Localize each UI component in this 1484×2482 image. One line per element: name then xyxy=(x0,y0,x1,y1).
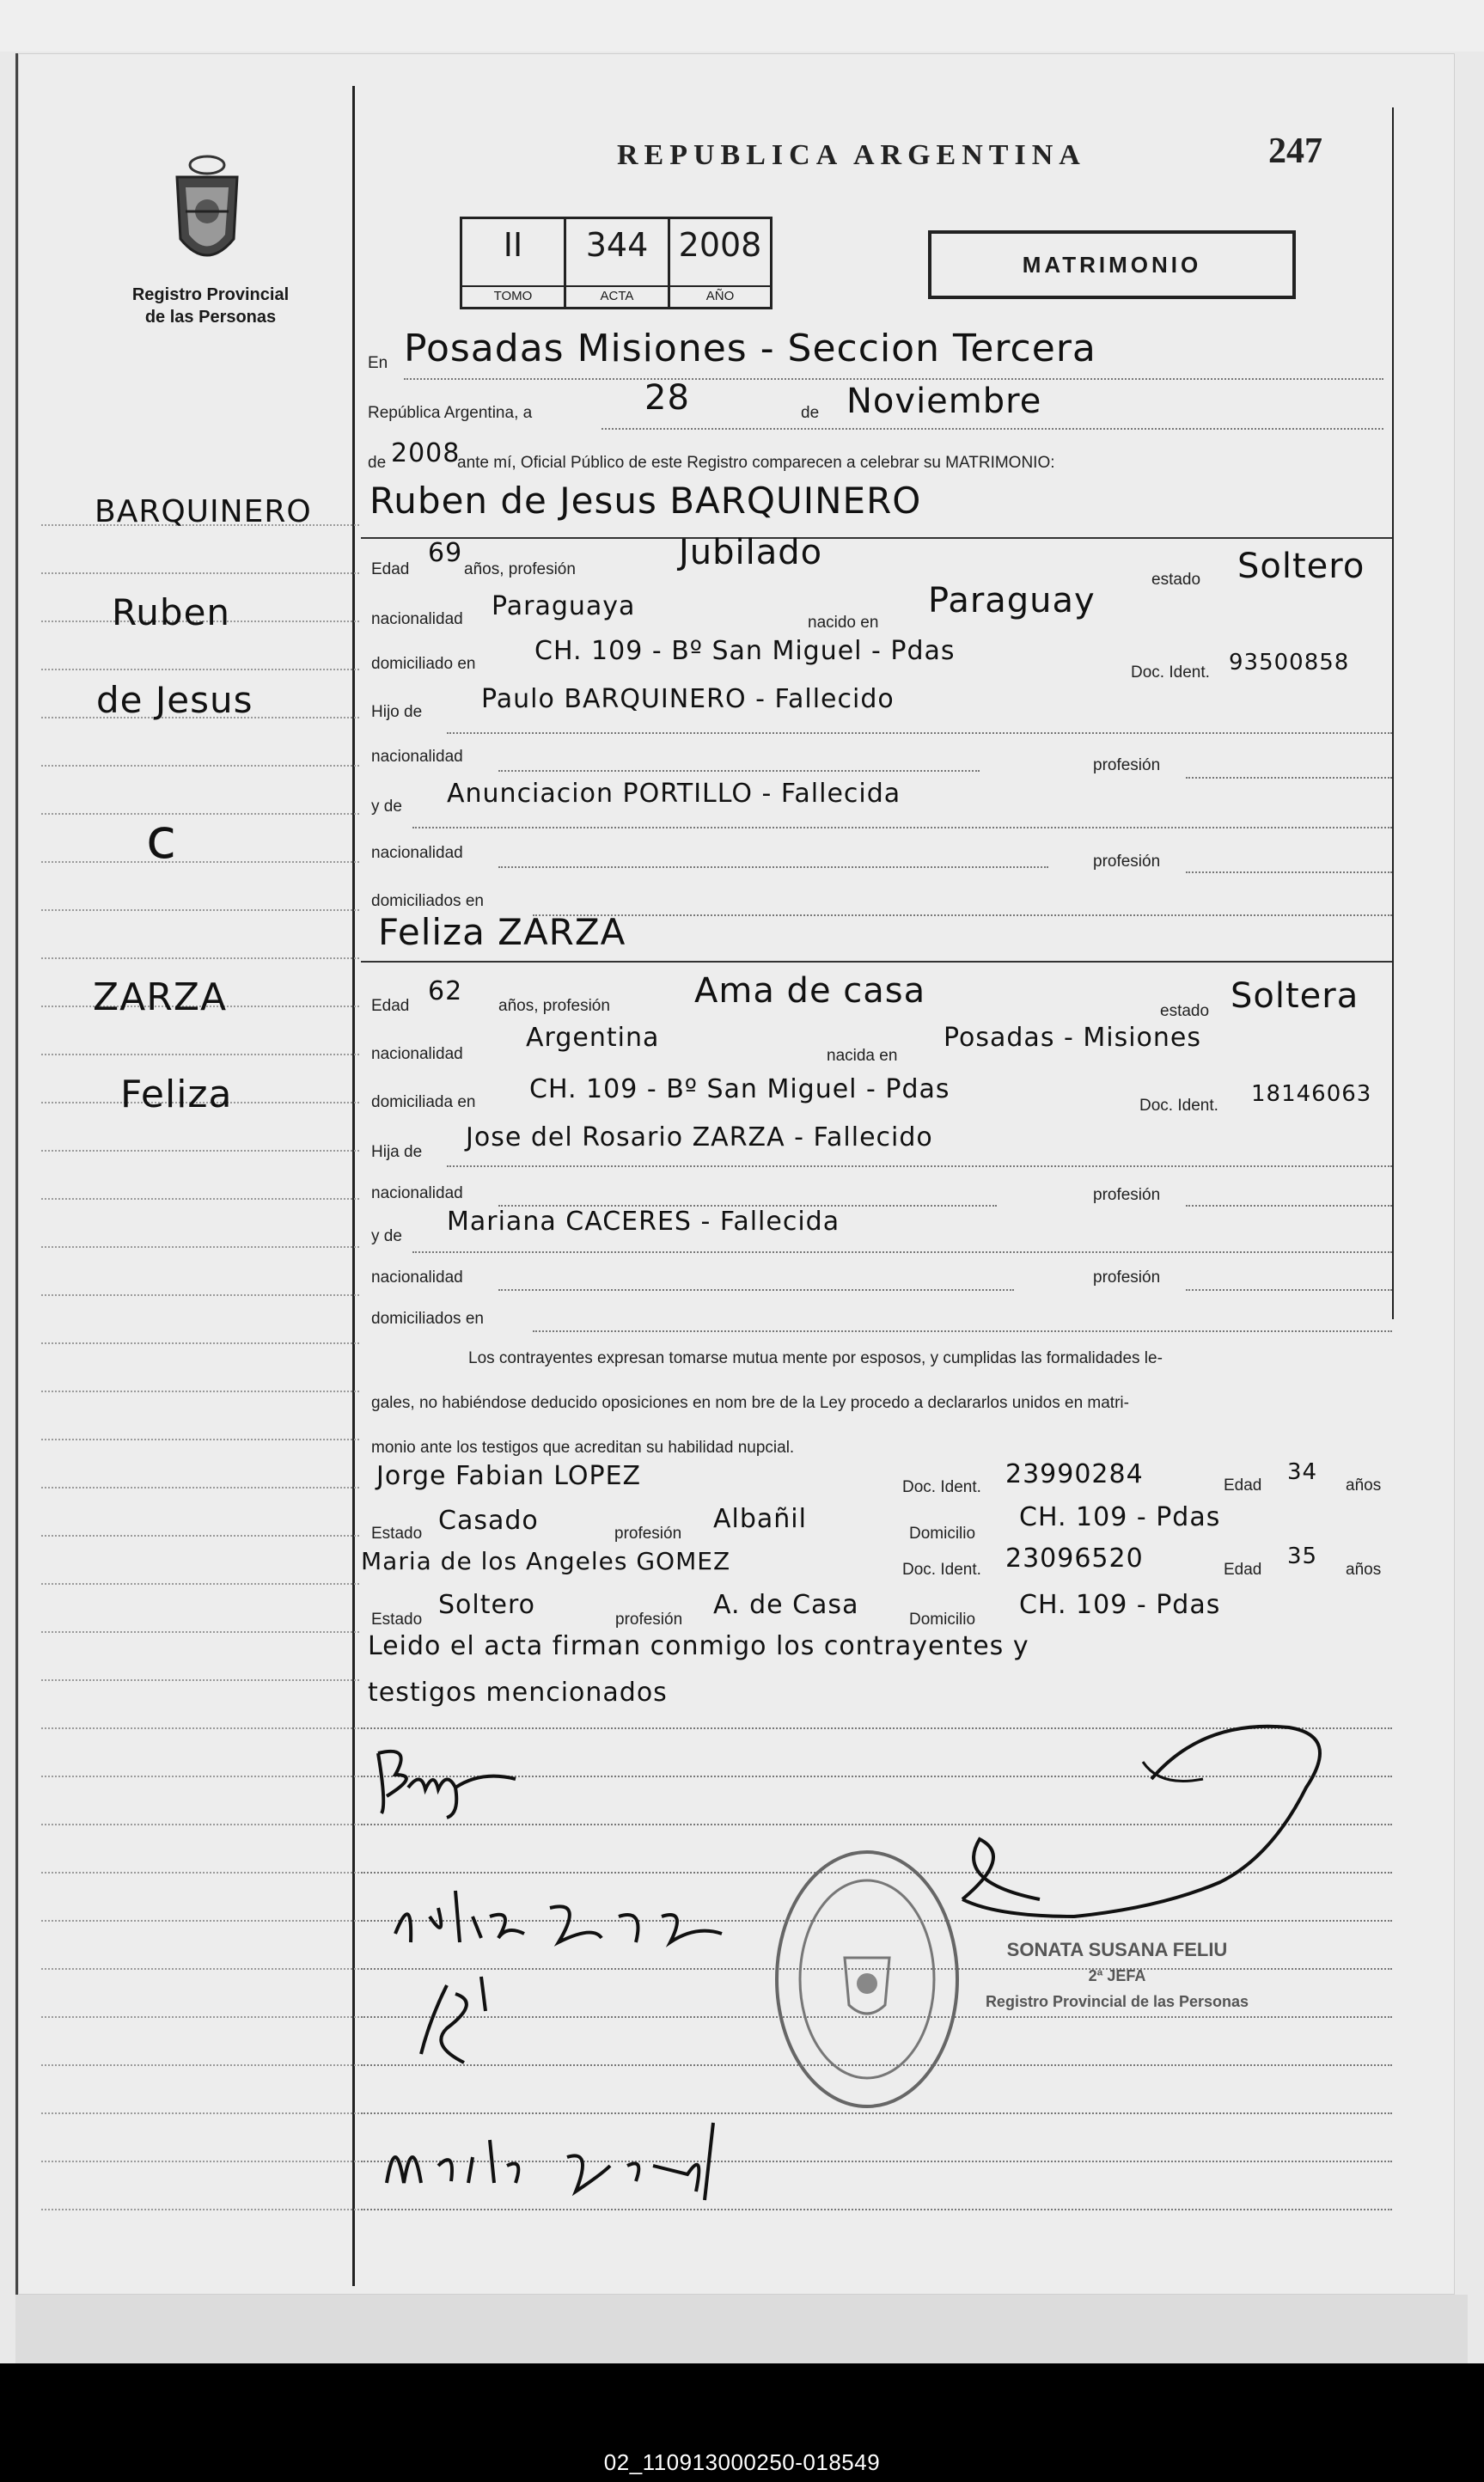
groom-domicilio: CH. 109 - Bº San Miguel - Pdas xyxy=(534,636,956,666)
groom-full-name: Ruben de Jesus BARQUINERO xyxy=(369,480,922,522)
groom-edad-label: Edad xyxy=(371,560,410,578)
bride-yde-label: y de xyxy=(371,1227,402,1245)
republica-label: República Argentina, a xyxy=(368,404,533,422)
bride-separator xyxy=(361,961,1392,963)
official-stamp-text xyxy=(971,1937,1263,2014)
margin-bride-surname: ZARZA xyxy=(93,975,228,1019)
statement: ante mí, Oficial Público de este Registro comparecen a celebrar su MATRIMONIO: xyxy=(457,454,1055,472)
witness2-doc-label: Doc. Ident. xyxy=(902,1561,981,1579)
en-label: En xyxy=(368,354,388,372)
margin-groom-name-1: Ruben xyxy=(112,591,231,633)
margin-ruled-lines xyxy=(41,524,359,2257)
margin-groom-surname: BARQUINERO xyxy=(95,494,312,529)
bride-padre-line xyxy=(447,1165,1392,1167)
bride-profesion: Ama de casa xyxy=(694,971,926,1011)
groom-doc-label: Doc. Ident. xyxy=(1131,663,1210,682)
witness2-estado: Soltero xyxy=(438,1590,535,1620)
groom-domiciliados-label: domiciliados en xyxy=(371,892,484,910)
witness1-name: Jorge Fabian LOPEZ xyxy=(376,1461,642,1491)
bride-profesion-label: años, profesión xyxy=(498,997,610,1015)
bride-nac2-line xyxy=(498,1289,1014,1291)
witness2-signature xyxy=(378,2114,739,2209)
acta-value: 344 xyxy=(585,226,649,264)
groom-yde-label: y de xyxy=(371,798,402,816)
witness2-name: Maria de los Angeles GOMEZ xyxy=(361,1547,731,1575)
groom-separator xyxy=(361,537,1392,539)
bride-prof1-label: profesión xyxy=(1093,1186,1161,1204)
groom-doc: 93500858 xyxy=(1229,650,1350,676)
margin-groom-name-2: de Jesus xyxy=(96,679,253,721)
bride-hija-label: Hija de xyxy=(371,1143,423,1161)
place-value: Posadas Misiones - Seccion Tercera xyxy=(404,327,1096,370)
bride-domicilio: CH. 109 - Bº San Miguel - Pdas xyxy=(529,1074,950,1104)
witness2-anos-label: años xyxy=(1346,1561,1382,1579)
groom-prof2-line xyxy=(1186,871,1392,873)
page-bottom-edge xyxy=(15,2295,1468,2363)
official-signature xyxy=(945,1684,1340,1968)
groom-prof2-label: profesión xyxy=(1093,853,1161,871)
bride-nac2-label: nacionalidad xyxy=(371,1269,463,1287)
form-right-border xyxy=(1392,107,1394,1319)
bride-full-name: Feliza ZARZA xyxy=(378,911,626,953)
groom-nacido: Paraguay xyxy=(928,581,1096,620)
ano-cell xyxy=(668,217,773,309)
groom-signature xyxy=(361,1736,550,1822)
top-strip xyxy=(0,0,1484,52)
official-name: SONATA SUSANA FELIU xyxy=(1006,1939,1228,1960)
closing-line-1: Leido el acta firman conmigo los contrayentes y xyxy=(368,1631,1029,1661)
official-office: Registro Provincial de las Personas xyxy=(985,1993,1249,2010)
groom-prof1-label: profesión xyxy=(1093,756,1161,774)
groom-nacido-label: nacido en xyxy=(808,614,879,632)
image-caption: 02_110913000250-018549 xyxy=(603,2449,881,2475)
groom-profesion-label: años, profesión xyxy=(464,560,576,578)
bride-madre: Mariana CACERES - Fallecida xyxy=(447,1207,840,1237)
witness2-edad-label: Edad xyxy=(1224,1561,1262,1579)
form-type-box: MATRIMONIO xyxy=(928,230,1296,299)
bride-prof1-line xyxy=(1186,1205,1392,1207)
witness1-doc: 23990284 xyxy=(1005,1459,1144,1489)
month-value: Noviembre xyxy=(846,382,1042,421)
registry-name: Registro Provincial de las Personas xyxy=(131,285,290,327)
tomo-cell xyxy=(460,217,566,309)
year-prefix: de xyxy=(368,454,387,472)
groom-madre-line xyxy=(412,827,1392,828)
groom-edad: 69 xyxy=(428,538,463,568)
bride-madre-line xyxy=(412,1251,1392,1253)
ano-label: AÑO xyxy=(670,285,770,303)
witness2-doc: 23096520 xyxy=(1005,1544,1144,1574)
bride-estado-label: estado xyxy=(1160,1002,1210,1020)
groom-estado-label: estado xyxy=(1151,571,1201,589)
ano-value: 2008 xyxy=(678,226,762,264)
page-number: 247 xyxy=(1268,131,1322,171)
province-seal-icon xyxy=(170,153,244,273)
groom-hijo-label: Hijo de xyxy=(371,703,423,721)
witness2-profesion: A. de Casa xyxy=(713,1590,859,1620)
bride-nacionalidad: Argentina xyxy=(526,1023,660,1053)
groom-madre: Anunciacion PORTILLO - Fallecida xyxy=(447,779,901,809)
witness1-domicilio-label: Domicilio xyxy=(909,1525,976,1543)
groom-prof1-line xyxy=(1186,777,1392,779)
groom-padre: Paulo BARQUINERO - Fallecido xyxy=(481,684,895,714)
groom-estado: Soltero xyxy=(1237,547,1365,586)
witness1-edad: 34 xyxy=(1287,1459,1318,1485)
bride-padre: Jose del Rosario ZARZA - Fallecido xyxy=(466,1122,933,1152)
groom-nac1-label: nacionalidad xyxy=(371,748,463,766)
witness1-estado-label: Estado xyxy=(371,1525,423,1543)
ruled-line xyxy=(361,2209,1392,2210)
year-value: 2008 xyxy=(391,438,461,468)
bride-edad-label: Edad xyxy=(371,997,410,1015)
witness1-edad-label: Edad xyxy=(1224,1476,1262,1495)
witness1-domicilio: CH. 109 - Pdas xyxy=(1019,1502,1221,1532)
bride-nacida: Posadas - Misiones xyxy=(944,1023,1201,1053)
witness2-edad: 35 xyxy=(1287,1544,1318,1569)
bride-nacida-label: nacida en xyxy=(827,1047,898,1065)
declaration-line-3: monio ante los testigos que acreditan su habilidad nupcial. xyxy=(371,1439,795,1457)
bride-prof2-label: profesión xyxy=(1093,1269,1161,1287)
groom-nac2-label: nacionalidad xyxy=(371,844,463,862)
acta-cell xyxy=(564,217,670,309)
bride-signature xyxy=(378,1874,773,1968)
acta-label: ACTA xyxy=(566,285,668,303)
bride-doc-label: Doc. Ident. xyxy=(1139,1097,1218,1115)
witness2-profesion-label: profesión xyxy=(615,1611,683,1629)
witness1-signature xyxy=(395,1968,533,2071)
tomo-value: II xyxy=(503,226,523,264)
tomo-label: TOMO xyxy=(462,285,564,303)
declaration-line-2: gales, no habiéndose deducido oposiciones en nom bre de la Ley procedo a declararlos unidos en matri- xyxy=(371,1394,1129,1412)
groom-domicilio-label: domiciliado en xyxy=(371,655,476,673)
witness1-profesion-label: profesión xyxy=(614,1525,682,1543)
bride-prof2-line xyxy=(1186,1289,1392,1291)
witness1-profesion: Albañil xyxy=(713,1504,807,1534)
declaration-line-1: Los contrayentes expresan tomarse mutua mente por esposos, y cumplidas las formalidades le- xyxy=(468,1349,1163,1367)
bride-domiciliados-line xyxy=(533,1330,1392,1332)
groom-nac2-line xyxy=(498,866,1048,868)
date-line xyxy=(602,428,1383,430)
bride-doc: 18146063 xyxy=(1251,1081,1372,1107)
witness1-estado: Casado xyxy=(438,1506,539,1536)
record-box xyxy=(460,217,773,309)
witness1-doc-label: Doc. Ident. xyxy=(902,1478,981,1496)
bride-estado: Soltera xyxy=(1231,976,1359,1016)
groom-profesion: Jubilado xyxy=(679,533,823,572)
witness1-anos-label: años xyxy=(1346,1476,1382,1495)
margin-bride-name: Feliza xyxy=(120,1073,233,1116)
official-stamp-icon xyxy=(772,1846,962,2112)
place-line xyxy=(404,378,1383,380)
margin-connector: c xyxy=(146,808,178,871)
bride-nac1-label: nacionalidad xyxy=(371,1184,463,1202)
witness2-domicilio-label: Domicilio xyxy=(909,1611,976,1629)
bride-domicilio-label: domiciliada en xyxy=(371,1093,476,1111)
bride-domiciliados-label: domiciliados en xyxy=(371,1310,484,1328)
official-role: 2ª JEFA xyxy=(1088,1967,1146,1984)
groom-padre-line xyxy=(447,732,1392,734)
country-title: REPUBLICA ARGENTINA xyxy=(617,139,1086,171)
groom-domiciliados-line xyxy=(533,914,1392,916)
de-label: de xyxy=(801,404,820,422)
bride-nacionalidad-label: nacionalidad xyxy=(371,1045,463,1063)
groom-nacionalidad: Paraguaya xyxy=(492,591,636,621)
groom-nacionalidad-label: nacionalidad xyxy=(371,610,463,628)
groom-nac1-line xyxy=(498,770,980,772)
witness2-estado-label: Estado xyxy=(371,1611,423,1629)
bride-edad: 62 xyxy=(428,976,463,1006)
day-value: 28 xyxy=(644,378,690,418)
witness2-domicilio: CH. 109 - Pdas xyxy=(1019,1590,1221,1620)
closing-line-2: testigos mencionados xyxy=(368,1678,668,1708)
